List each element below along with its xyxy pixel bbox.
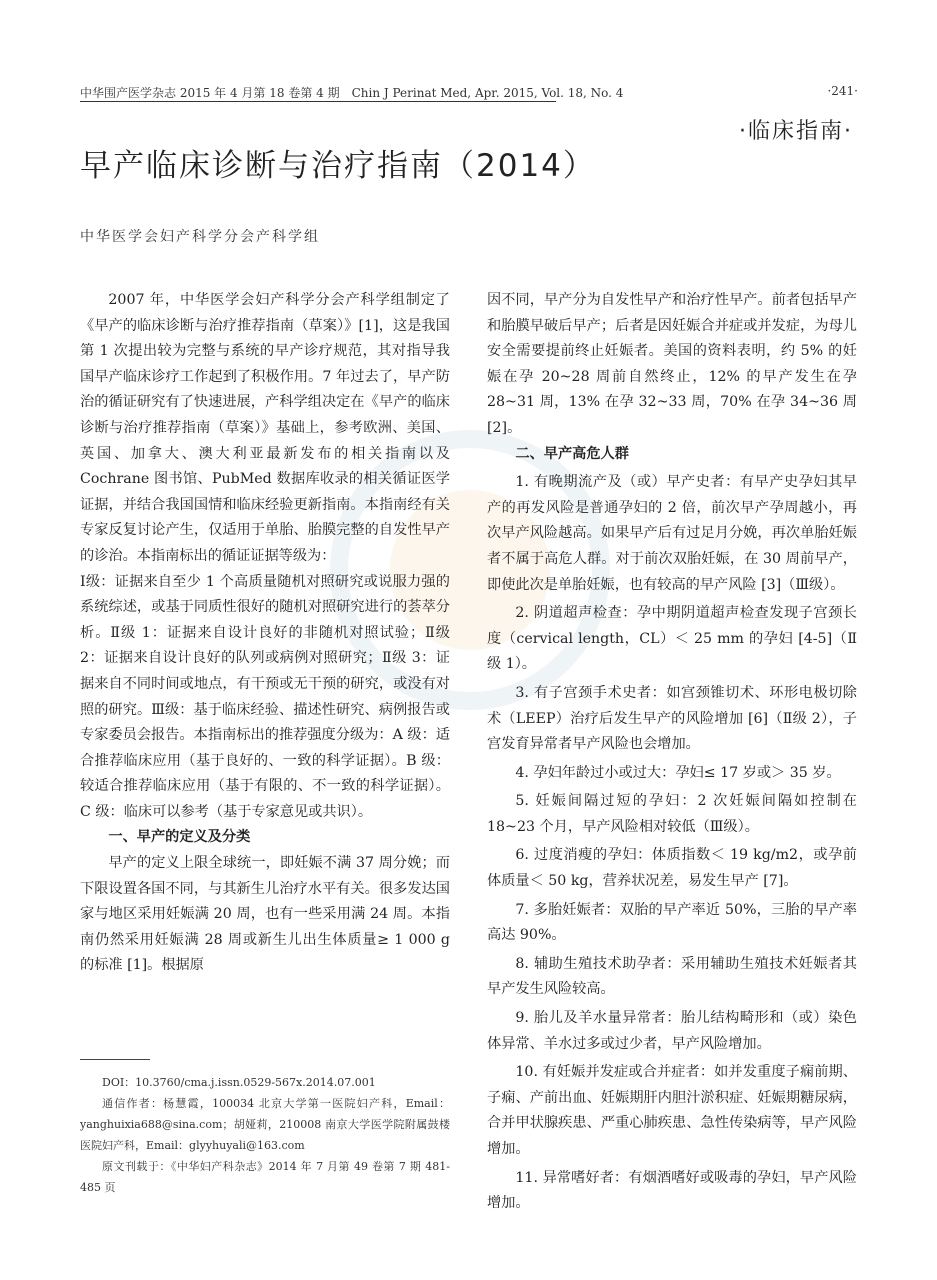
- classification-paragraph: 因不同，早产分为自发性早产和治疗性早产。前者包括早产和胎膜早破后早产；后者是因妊娠合并症或并发症，为母儿安全需要提前终止妊娠者。美国的资料表明，约 5% 的妊娠在孕 20~28 周前自然终止，12% 的早产发生在孕 28~31 周，13% 在孕 32~33 周，70% 在孕 34~36 周 [2]。: [487, 292, 857, 436]
- risk-item: 8. 辅助生殖技术助孕者：采用辅助生殖技术妊娠者其早产发生风险较高。: [487, 955, 857, 998]
- risk-item: 7. 多胎妊娠者：双胎的早产率近 50%，三胎的早产率高达 90%。: [487, 901, 857, 944]
- risk-item: 1. 有晚期流产及（或）早产史者：有早产史孕妇其早产的再发风险是普通孕妇的 2 倍，前次早产孕周越小，再次早产风险越高。如果早产后有过足月分娩，再次单胎妊娠者不属于高危人群。对于前次双胎妊娠，在 30 周前早产，即使此次是单胎妊娠，也有较高的早产风险 [3]（Ⅲ级）。: [487, 474, 857, 593]
- risk-item: 3. 有子宫颈手术史者：如宫颈锥切术、环形电极切除术（LEEP）治疗后发生早产的风险增加 [6]（Ⅱ级 2），子宫发育异常者早产风险也会增加。: [487, 684, 857, 753]
- page-number: ·241·: [827, 84, 858, 98]
- risk-item: 4. 孕妇年龄过小或过大：孕妇≤ 17 岁或＞ 35 岁。: [515, 764, 841, 781]
- section-tag: ·临床指南·: [739, 119, 853, 144]
- risk-item: 2. 阴道超声检查：孕中期阴道超声检查发现子宫颈长度（cervical length，CL）＜ 25 mm 的孕妇 [4-5]（Ⅱ级 1）。: [487, 605, 857, 673]
- risk-item: 10. 有妊娠并发症或合并症者：如并发重度子痫前期、子痫、产前出血、妊娠期肝内胆汁淤积症、妊娠期糖尿病，合并甲状腺疾患、严重心肺疾患、急性传染病等，早产风险增加。: [487, 1064, 857, 1157]
- risk-item: 9. 胎儿及羊水量异常者：胎儿结构畸形和（或）染色体异常、羊水过多或过少者，早产风险增加。: [487, 1010, 857, 1052]
- journal-citation: 中华围产医学杂志 2015 年 4 月第 18 卷第 4 期 Chin J Perinat Med, Apr. 2015, Vol. 18, No. 4: [80, 86, 624, 100]
- definition-paragraph: 早产的定义上限全球统一，即妊娠不满 37 周分娩；而下限设置各国不同，与其新生儿治疗水平有关。很多发达国家与地区采用妊娠满 20 周，也有一些采用满 24 周。本指南仍然采用妊娠满 28 周或新生儿出生体质量≥ 1 000 g 的标准 [1]。根据原: [80, 855, 450, 974]
- section-heading-definition: 一、早产的定义及分类: [108, 829, 251, 846]
- risk-item: 6. 过度消瘦的孕妇：体质指数＜ 19 kg/m2，或孕前体质量＜ 50 kg，营养状况差，易发生早产 [7]。: [487, 847, 857, 890]
- footnote-reprint: 原文刊载于：《中华妇产科杂志》2014 年 7 月第 49 卷第 7 期 481-485 页: [80, 1160, 450, 1194]
- footnote-correspondence: 通信作者：杨慧霞，100034 北京大学第一医院妇产科，Email：yanghuixia688@sina.com；胡娅莉，210008 南京大学医学院附属鼓楼医院妇产科，Email：glyyhuyali@163.com: [80, 1097, 450, 1152]
- footnote-doi: DOI：10.3760/cma.j.issn.0529-567x.2014.07.001: [102, 1076, 376, 1089]
- author-group: 中华医学会妇产科学分会产科学组: [80, 229, 320, 245]
- evidence-levels-paragraph: Ⅰ级：证据来自至少 1 个高质量随机对照研究或说服力强的系统综述，或基于同质性很好的随机对照研究进行的荟萃分析。Ⅱ级 1：证据来自设计良好的非随机对照试验；Ⅱ级 2：证据来自设计良好的队列或病例对照研究；Ⅱ级 3：证据来自不同时间或地点，有干预或无干预的研究，或没有对照的研究。Ⅲ级：基于临床经验、描述性研究、病例报告或专家委员会报告。本指南标出的推荐强度分级为：A 级：适合推荐临床应用（基于良好的、一致的科学证据）。B 级：较适合推荐临床应用（基于有限的、不一致的科学证据）。C 级：临床可以参考（基于专家意见或共识）。: [80, 573, 450, 820]
- section-heading-high-risk: 二、早产高危人群: [515, 445, 629, 462]
- risk-item: 11. 异常嗜好者：有烟酒嗜好或吸毒的孕妇，早产风险增加。: [487, 1169, 857, 1212]
- footnote-rule: [80, 1059, 150, 1060]
- intro-paragraph: 2007 年，中华医学会妇产科学分会产科学组制定了《早产的临床诊断与治疗推荐指南（草案）》[1]，这是我国第 1 次提出较为完整与系统的早产诊疗规范，其对指导我国早产临床诊疗工作起到了积极作用。7 年过去了，早产防治的循证研究有了快速进展，产科学组决定在《早产的临床诊断与治疗推荐指南（草案）》基础上，参考欧洲、美国、英国、加拿大、澳大利亚最新发布的相关指南以及 Cochrane 图书馆、PubMed 数据库收录的相关循证医学证据，并结合我国国情和临床经验更新指南。本指南经有关专家反复讨论产生，仅适用于单胎、胎膜完整的自发性早产的诊治。本指南标出的循证证据等级为：: [80, 292, 450, 564]
- article-title: 早产临床诊断与治疗指南（2014）: [80, 148, 596, 184]
- left-column: [80, 288, 450, 979]
- header-rule: [80, 101, 556, 102]
- footnotes: [80, 1072, 450, 1198]
- right-column: [487, 288, 857, 1217]
- risk-item: 5. 妊娠间隔过短的孕妇：2 次妊娠间隔如控制在 18~23 个月，早产风险相对较低（Ⅲ级）。: [487, 793, 857, 835]
